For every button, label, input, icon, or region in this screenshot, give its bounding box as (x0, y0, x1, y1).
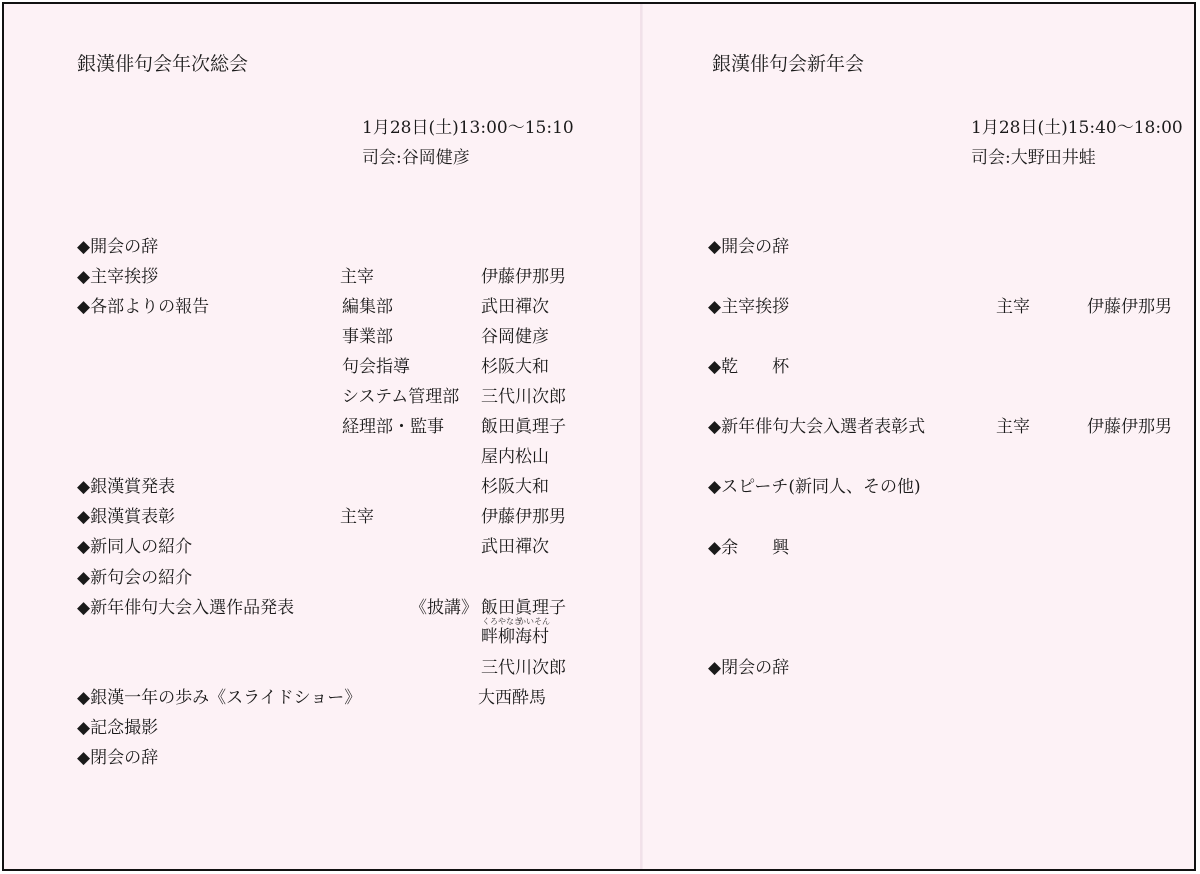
agenda-role: 編集部 (342, 297, 393, 317)
general-meeting-datetime: 1月28日(土)13:00～15:10 (362, 118, 574, 138)
agenda-person: 屋内松山 (481, 447, 549, 467)
agenda-role: システム管理部 (342, 387, 460, 407)
agenda-role: 経理部・監事 (342, 417, 444, 437)
new-year-party-title: 銀漢俳句会新年会 (712, 53, 865, 75)
agenda-item: ◆開会の辞 (77, 237, 159, 257)
agenda-item: ◆閉会の辞 (708, 658, 790, 678)
agenda-item: ◆主宰挨拶 (77, 267, 159, 287)
agenda-person: 伊藤伊那男 (481, 507, 566, 527)
new-year-party-mc: 司会:大野田井蛙 (971, 148, 1096, 168)
general-meeting-mc: 司会:谷岡健彦 (362, 148, 470, 168)
agenda-item: ◆記念撮影 (77, 718, 159, 738)
agenda-item: ◆銀漢賞発表 (77, 477, 176, 497)
agenda-person: 武田禪次 (481, 537, 549, 557)
new-year-party-datetime: 1月28日(土)15:40～18:00 (971, 118, 1183, 138)
agenda-item: ◆スピーチ(新同人、その他) (708, 477, 921, 497)
program-sheet (2, 2, 1196, 871)
agenda-item: ◆銀漢一年の歩み《スライドショー》 (77, 688, 362, 708)
agenda-person: 伊藤伊那男 (1087, 297, 1172, 317)
new-year-party-page (642, 4, 1196, 869)
agenda-person: 飯田眞理子 (481, 417, 566, 437)
agenda-person: 三代川次郎 (481, 387, 566, 407)
agenda-item: ◆開会の辞 (708, 237, 790, 257)
agenda-item: ◆各部よりの報告 (77, 297, 210, 317)
agenda-item: ◆主宰挨拶 (708, 297, 790, 317)
general-meeting-title: 銀漢俳句会年次総会 (77, 53, 249, 75)
agenda-person: 伊藤伊那男 (481, 267, 566, 287)
agenda-person: 伊藤伊那男 (1087, 417, 1172, 437)
agenda-role: 事業部 (342, 327, 393, 347)
agenda-role: 主宰 (340, 507, 374, 527)
agenda-item: ◆新句会の紹介 (77, 568, 193, 588)
agenda-item: ◆新年俳句大会入選作品発表 (77, 598, 295, 618)
agenda-item: ◆乾 杯 (708, 357, 790, 377)
agenda-role: 主宰 (340, 267, 374, 287)
agenda-role: 主宰 (996, 417, 1030, 437)
agenda-role: 句会指導 (342, 357, 410, 377)
furigana: かいそん (518, 617, 550, 626)
agenda-person: 杉阪大和 (481, 357, 549, 377)
agenda-role: 主宰 (996, 297, 1030, 317)
agenda-person: 武田禪次 (481, 297, 549, 317)
agenda-person: 三代川次郎 (481, 658, 566, 678)
agenda-person: 大西酔馬 (478, 688, 546, 708)
agenda-item: ◆余 興 (708, 538, 790, 558)
agenda-role: 《披講》 (410, 598, 478, 618)
agenda-person: 杉阪大和 (481, 477, 549, 497)
agenda-person: 畔柳海村 (481, 627, 549, 647)
agenda-item: ◆新同人の紹介 (77, 537, 193, 557)
agenda-person: 谷岡健彦 (481, 327, 549, 347)
agenda-person: 飯田眞理子 (481, 598, 566, 618)
furigana: くろやなぎ (482, 617, 522, 626)
agenda-item: ◆新年俳句大会入選者表彰式 (708, 417, 926, 437)
agenda-item: ◆銀漢賞表彰 (77, 507, 176, 527)
general-meeting-page (4, 4, 638, 869)
agenda-item: ◆閉会の辞 (77, 748, 159, 768)
